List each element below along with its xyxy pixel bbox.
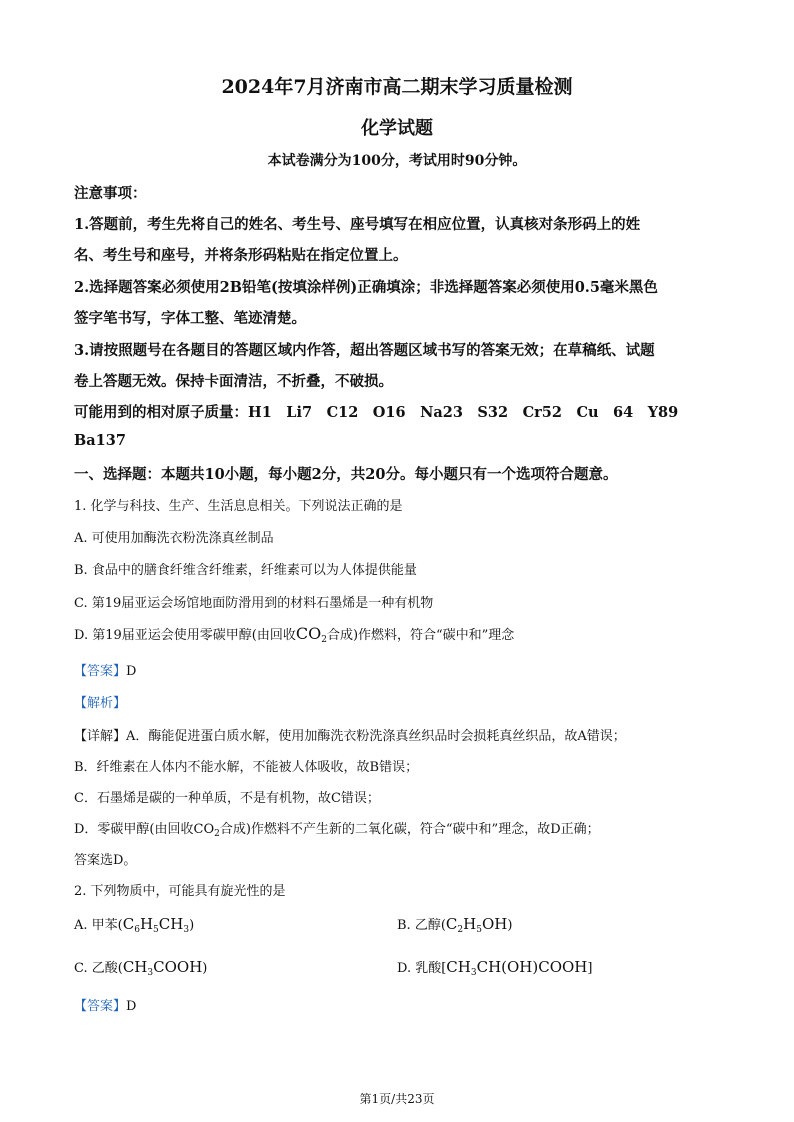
answer-tag: 【答案】 bbox=[74, 664, 127, 679]
notice-line: 卷上答题无效。保持卡面清洁，不折叠，不破损。 bbox=[74, 373, 393, 390]
question-1-option-b: B. 食品中的膳食纤维含纤维素，纤维素可以为人体提供能量 bbox=[74, 563, 417, 578]
option-label: A. 甲苯( bbox=[74, 918, 123, 933]
formula-part: CH(OH)COOH bbox=[476, 958, 588, 976]
detail-tag: 【详解】 bbox=[74, 729, 127, 744]
notice-line: 名、考生号和座号，并将条形码粘贴在指定位置上。 bbox=[74, 247, 408, 264]
option-label: ) bbox=[189, 918, 195, 933]
formula-subscript: 2 bbox=[214, 829, 220, 839]
question-2-option-d bbox=[397, 957, 592, 978]
detail-a bbox=[74, 725, 626, 744]
page-footer: 第1页/共23页 bbox=[359, 1092, 435, 1106]
exam-info: 本试卷满分为100分，考试用时90分钟。 bbox=[267, 153, 527, 169]
option-label: B. 乙醇( bbox=[397, 918, 446, 933]
question-2-option-a bbox=[74, 914, 194, 935]
question-2-option-b bbox=[397, 914, 512, 935]
notice-line: 1.答题前，考生先将自己的姓名、考生号、座号填写在相应位置，认真核对条形码上的姓 bbox=[74, 216, 641, 233]
detail-b: B．纤维素在人体内不能水解，不能被人体吸收，故B错误； bbox=[74, 760, 419, 775]
formula-subscript: 3 bbox=[470, 968, 477, 978]
question-2-answer bbox=[74, 995, 136, 1014]
question-1-option-c: C. 第19届亚运会场馆地面防滑用到的材料石墨烯是一种有机物 bbox=[74, 596, 434, 611]
detail-text: 合成)作燃料不产生新的二氧化碳，符合“碳中和”理念，故D正确； bbox=[219, 822, 600, 837]
formula-co: CO bbox=[295, 624, 322, 643]
formula-part: COOH bbox=[153, 958, 203, 976]
formula-subscript: 2 bbox=[321, 635, 327, 645]
notice-line: 3.请按照题号在各题目的答题区域内作答，超出答题区域书写的答案无效；在草稿纸、试题 bbox=[74, 342, 655, 359]
option-label: C. 乙酸( bbox=[74, 961, 123, 976]
question-2-stem: 2. 下列物质中，可能具有旋光性的是 bbox=[74, 884, 286, 899]
detail-text: D．零碳甲醇(由回收CO bbox=[74, 822, 215, 837]
formula-subscript: 2 bbox=[457, 925, 464, 935]
formula-part: H bbox=[139, 915, 154, 933]
option-label: ) bbox=[202, 961, 208, 976]
option-d-text: D. 第19届亚运会使用零碳甲醇(由回收 bbox=[74, 628, 296, 643]
detail-d bbox=[74, 818, 600, 839]
atomic-masses-cont: Ba137 bbox=[74, 432, 126, 449]
detail-text: A．酶能促进蛋白质水解，使用加酶洗衣粉洗涤真丝织品时会损耗真丝织品，故A错误； bbox=[126, 729, 626, 744]
question-1-stem: 1. 化学与科技、生产、生活息息相关。下列说法正确的是 bbox=[74, 499, 403, 514]
notice-line: 签字笔书写，字体工整、笔迹清楚。 bbox=[74, 310, 306, 327]
option-label: ] bbox=[587, 961, 593, 976]
formula-part: CH bbox=[446, 958, 471, 976]
answer-value: D bbox=[126, 664, 137, 679]
formula-subscript: 5 bbox=[476, 925, 482, 935]
option-d-text: 合成)作燃料，符合“碳中和”理念 bbox=[326, 628, 515, 643]
formula-part: OH bbox=[481, 915, 508, 933]
answer-value: D bbox=[126, 999, 137, 1014]
formula-subscript: 3 bbox=[147, 968, 154, 978]
formula-part: C bbox=[445, 915, 458, 933]
notice-line: 2.选择题答案必须使用2B铅笔(按填涂样例)正确填涂；非选择题答案必须使用0.5毫米黑色 bbox=[74, 279, 658, 296]
formula-subscript: 3 bbox=[183, 925, 190, 935]
answer-tag: 【答案】 bbox=[74, 999, 127, 1014]
formula-part: CH bbox=[158, 915, 184, 933]
formula-part: H bbox=[463, 915, 477, 933]
option-label: ) bbox=[507, 918, 513, 933]
analysis-tag: 【解析】 bbox=[74, 696, 127, 711]
option-label: D. 乳酸[ bbox=[397, 961, 447, 976]
atomic-masses: 可能用到的相对原子质量：H1 Li7 C12 O16 Na23 S32 Cr52 Cu 64 Y89 bbox=[74, 404, 679, 421]
question-1-option-d bbox=[74, 624, 514, 645]
formula-subscript: 6 bbox=[134, 925, 140, 935]
section-heading: 一、选择题：本题共10小题，每小题2分，共20分。每小题只有一个选项符合题意。 bbox=[74, 466, 618, 483]
detail-c: C．石墨烯是碳的一种单质，不是有机物，故C错误； bbox=[74, 791, 380, 806]
notice-heading: 注意事项： bbox=[74, 185, 147, 202]
formula-subscript: 5 bbox=[153, 925, 159, 935]
formula-part: C bbox=[122, 915, 135, 933]
question-2-option-c bbox=[74, 957, 207, 978]
formula-part: CH bbox=[122, 958, 148, 976]
conclusion: 答案选D。 bbox=[74, 853, 137, 868]
question-1-option-a: A. 可使用加酶洗衣粉洗涤真丝制品 bbox=[74, 531, 274, 546]
exam-subject: 化学试题 bbox=[361, 118, 433, 139]
question-1-answer bbox=[74, 660, 136, 679]
exam-title: 2024年7月济南市高二期末学习质量检测 bbox=[221, 76, 573, 98]
